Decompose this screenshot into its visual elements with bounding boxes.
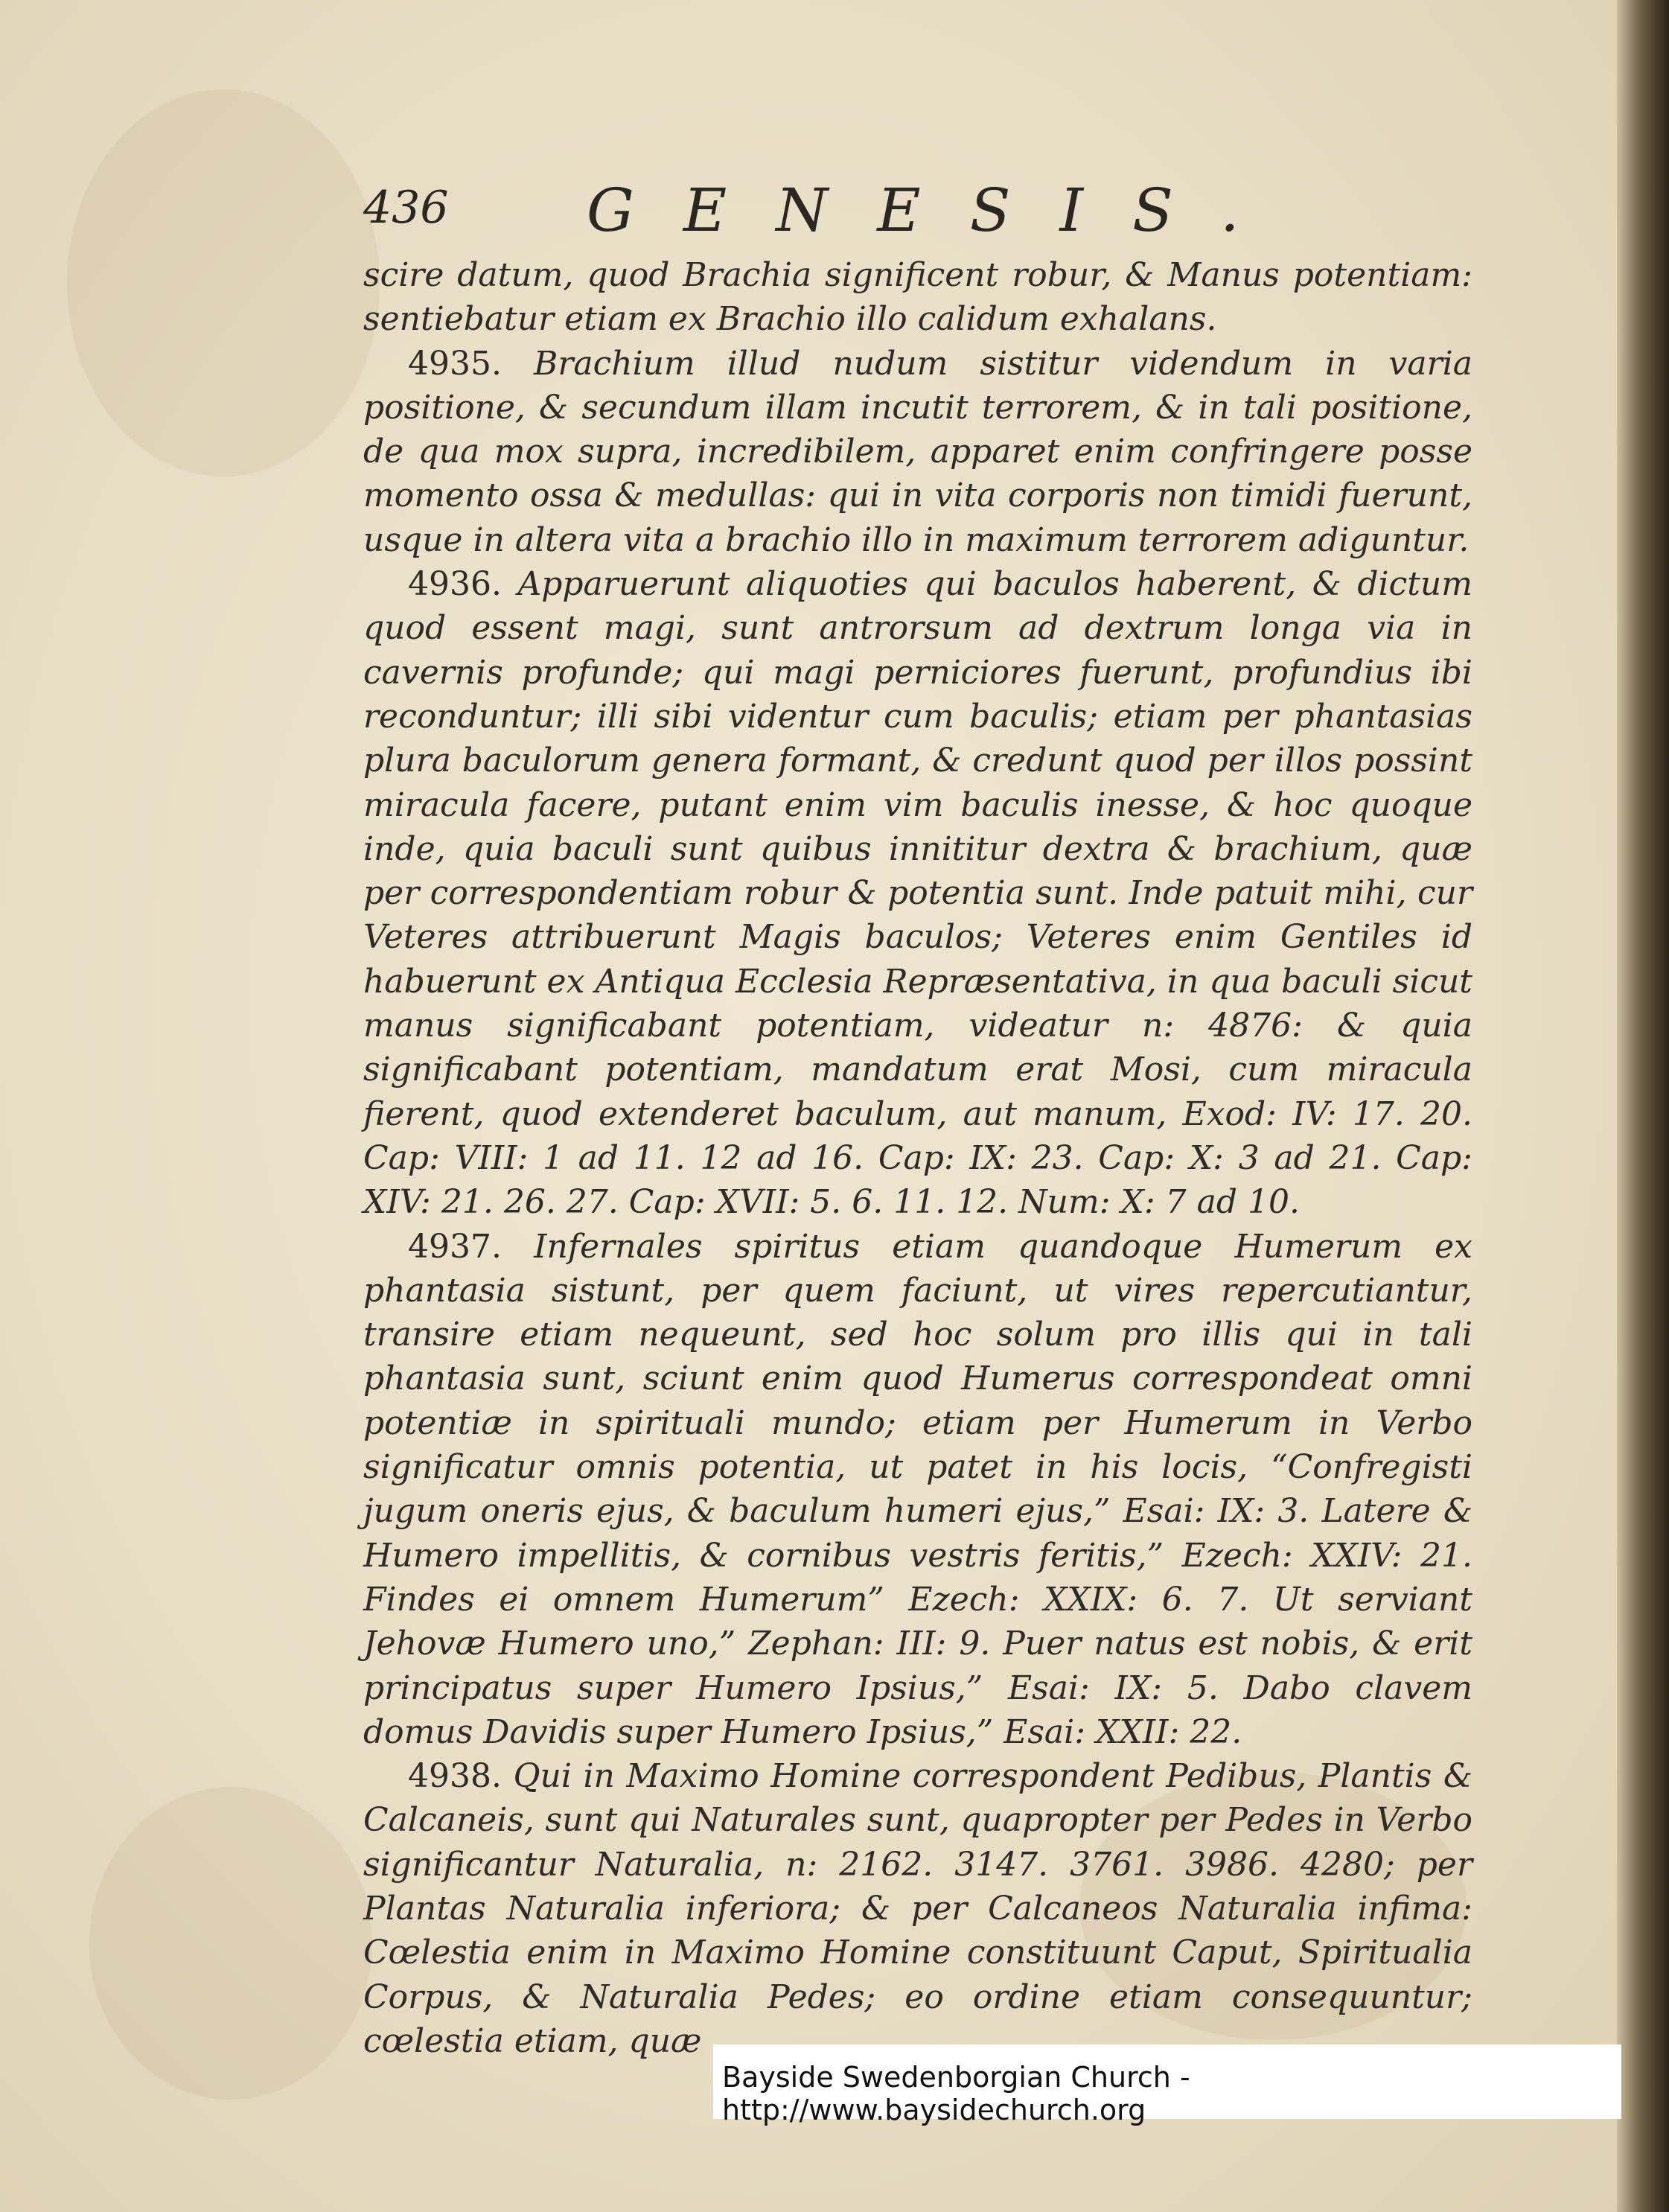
paragraph-continuation	[363, 253, 1472, 342]
paragraph-number: 4938.	[408, 1757, 502, 1796]
book-gutter-shadow	[1617, 0, 1669, 2212]
paragraph-number: 4936.	[408, 565, 502, 604]
page-header	[363, 176, 1289, 245]
footer-credit	[713, 2044, 1621, 2126]
paragraph-4935	[363, 342, 1472, 562]
paragraph-number: 4935.	[408, 344, 502, 383]
paper-stain	[89, 1787, 372, 2100]
paragraph-4936	[363, 562, 1472, 1224]
paragraph-number: 4937.	[408, 1227, 502, 1266]
footer-credit-text: Bayside Swedenborgian Church - http://www.baysidechurch.org	[722, 2061, 1190, 2126]
paragraph-text: scire datum, quod Brachia significent robur, & Manus potentiam: sentiebatur etiam ex Brachio illo calidum exhalans.	[363, 256, 1472, 339]
paper-stain	[67, 89, 380, 476]
paragraph-text: Infernales spiritus etiam quandoque Humerum ex phantasia sistunt, per quem faciunt, ut vires repercutiantur, transire etiam nequeunt, sed hoc solum pro illis qui in tali phantasia sunt, sciunt enim quod Humerus correspondeat omni potentiæ in spirituali mundo; etiam per Humerum in Verbo significatur omnis potentia, ut patet in his locis, “Confregisti jugum oneris ejus, & baculum humeri ejus,” Esai: IX: 3. Latere & Humero impellitis, & cornibus vestris feritis,” Ezech: XXIV: 21. Findes ei omnem Humerum” Ezech: XXIX: 6. 7. Ut serviant Jehovæ Humero uno,” Zephan: III: 9. Puer natus est nobis, & erit principatus super Humero Ipsius,” Esai: IX: 5. Dabo clavem domus Davidis super Humero Ipsius,” Esai: XXII: 22.	[363, 1227, 1472, 1751]
paragraph-text: Apparuerunt aliquoties qui baculos haberent, & dictum quod essent magi, sunt antrorsum ad dextrum longa via in cavernis profunde; qui magi perniciores fuerunt, profundius ibi reconduntur; illi sibi videntur cum baculis; etiam per phantasias plura baculorum genera formant, & credunt quod per illos possint miracula facere, putant enim vim baculis inesse, & hoc quoque inde, quia baculi sunt quibus innititur dextra & brachium, quæ per correspondentiam robur & potentia sunt. Inde patuit mihi, cur Veteres attribuerunt Magis baculos; Veteres enim Gentiles id habuerunt ex Antiqua Ecclesia Repræsentativa, in qua baculi sicut manus significabant potentiam, videatur n: 4876: & quia significabant potentiam, mandatum erat Mosi, cum miracula fierent, quod extenderet baculum, aut manum, Exod: IV: 17. 20. Cap: VIII: 1 ad 11. 12 ad 16. Cap: IX: 23. Cap: X: 3 ad 21. Cap: XIV: 21. 26. 27. Cap: XVII: 5. 6. 11. 12. Num: X: 7 ad 10.	[363, 565, 1472, 1222]
body-text	[363, 253, 1472, 2107]
paragraph-text: Brachium illud nudum sistitur videndum in varia positione, & secundum illam incutit terrorem, & in tali positione, de qua mox supra, incredibilem, apparet enim confringere posse momento ossa & medullas: qui in vita corporis non timidi fuerunt, usque in altera vita a brachio illo in maximum terrorem adiguntur.	[363, 344, 1472, 559]
paragraph-4937	[363, 1225, 1472, 1755]
paragraph-text: Qui in Maximo Homine correspondent Pedibus, Plantis & Calcaneis, sunt qui Naturales sunt, quapropter per Pedes in Verbo significantur Naturalia, n: 2162. 3147. 3761. 3986. 4280; per Plantas Naturalia inferiora; & per Calcaneos Naturalia infima: Cœlestia enim in Maximo Homine constituunt Caput, Spiritualia Corpus, & Naturalia Pedes; eo ordine etiam consequuntur; cœlestia etiam, quæ	[363, 1757, 1472, 2060]
running-title: GENESIS.	[587, 176, 1289, 245]
page-number: 436	[363, 182, 449, 234]
paragraph-4938	[363, 1754, 1472, 2063]
